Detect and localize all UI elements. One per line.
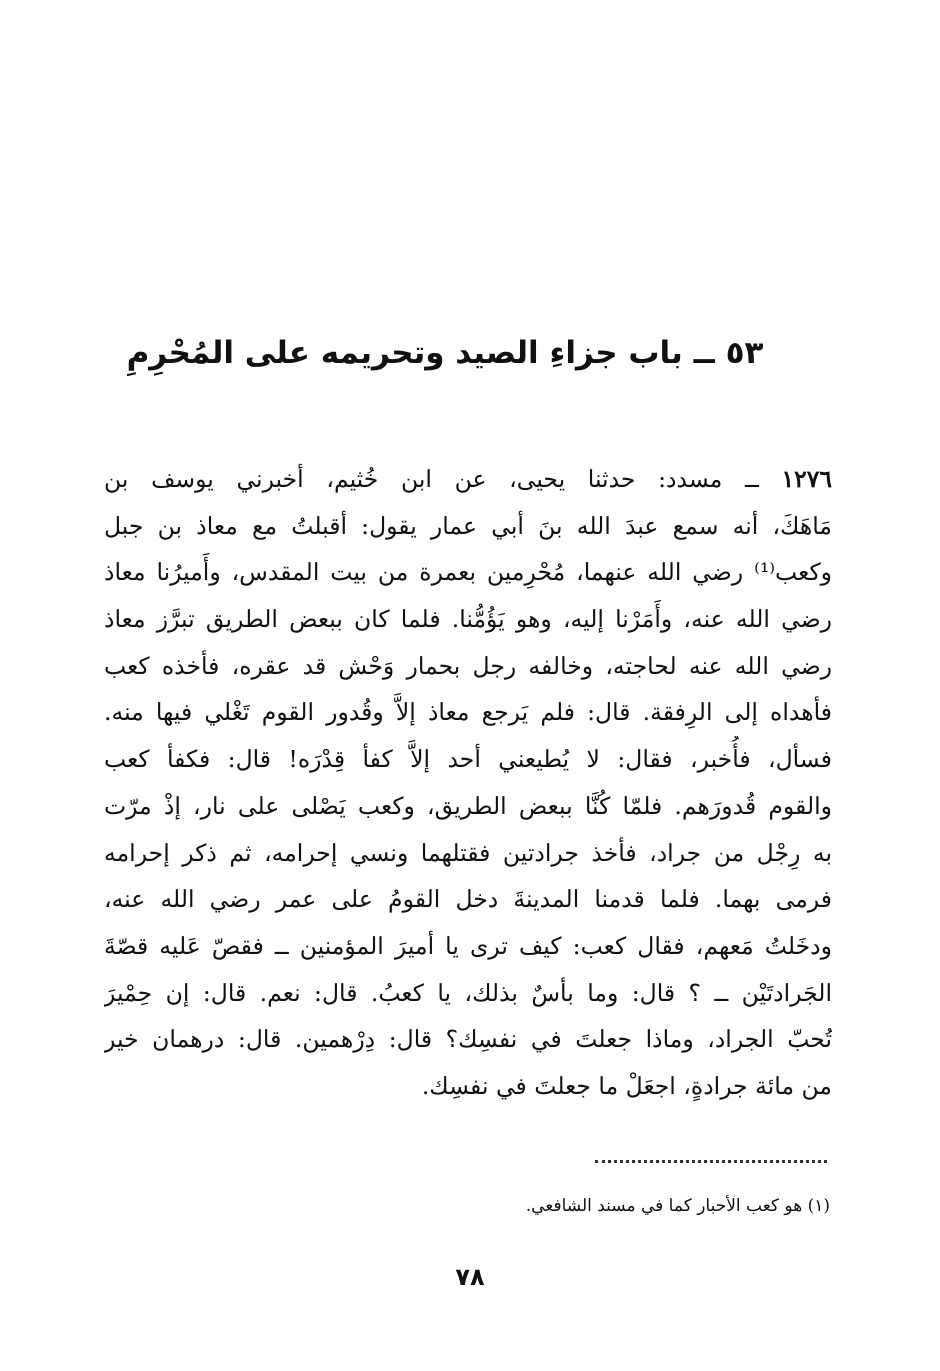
hadith-line: تُحبّ الجراد، وماذا جعلتَ في نفسِك؟ قال: دِرْهمين. قال: درهمان خير	[104, 1025, 832, 1054]
hadith-line: رضي الله عنه لحاجته، وخالفه رجل بحمار وَحْش قد عقره، فأخذه كعب	[104, 651, 832, 680]
hadith-line: وكعب⁽¹⁾ رضي الله عنهما، مُحْرِمين بعمرة من بيت المقدس، وأَميرُنا معاذ	[104, 558, 832, 587]
hadith-line: به رِجْل من جراد، فأخذ جرادتين فقتلهما ونسي إحرامه، ثم ذكر إحرامه	[104, 838, 832, 867]
hadith-line: فرمى بهما. فلما قدمنا المدينةَ دخل القومُ على عمر رضي الله عنه،	[104, 885, 832, 914]
hadith-line: رضي الله عنه، وأَمَرْنا إليه، وهو يَؤُمُّنا. فلما كان ببعض الطريق تبرَّز معاذ	[104, 605, 832, 634]
footnote-separator	[595, 1160, 827, 1163]
hadith-line: مَاهَكَ، أنه سمع عبدَ الله بنَ أبي عمار يقول: أقبلتُ مع معاذ بن جبل	[104, 511, 832, 540]
hadith-line: فسأل، فأُخبر، فقال: لا يُطيعني أحد إلاَّ كفأ قِدْرَه! قال: فكفأ كعب	[104, 745, 832, 774]
hadith-line: والقوم قُدورَهم. فلمّا كُنَّا ببعض الطريق، وكعب يَصْلى على نار، إذْ مرّت	[104, 791, 832, 820]
hadith-line: الجَرادتَيْن ــ ؟ قال: وما بأسٌ بذلك، يا كعبُ. قال: نعم. قال: إن حِمْيرَ	[104, 978, 832, 1007]
hadith-line: من مائة جرادةٍ، اجعَلْ ما جعلتَ في نفسِك.	[421, 1071, 832, 1100]
hadith-number: ١٢٧٦	[781, 465, 832, 493]
hadith-text	[104, 456, 832, 1110]
page-number: ٧٨	[455, 1263, 485, 1291]
hadith-line: ودخَلتُ مَعهم، فقال كعب: كيف ترى يا أميرَ المؤمنين ــ فقصّ عَليه قصّةَ	[104, 931, 832, 960]
hadith-line-text: ــ مسدد: حدثنا يحيى، عن ابن خُثيم، أخبرني يوسف بن	[104, 465, 782, 493]
chapter-title: ٥٣ ــ باب جزاءِ الصيد وتحريمه على المُحْرِمِ	[126, 335, 764, 371]
footnote: (١) هو كعب الأحبار كما في مسند الشافعي.	[525, 1196, 830, 1216]
hadith-line: فأهداه إلى الرِفقة. قال: فلم يَرجع معاذ إلاَّ وقُدور القوم تَغْلي فيها منه.	[104, 698, 832, 727]
hadith-line	[104, 456, 832, 503]
